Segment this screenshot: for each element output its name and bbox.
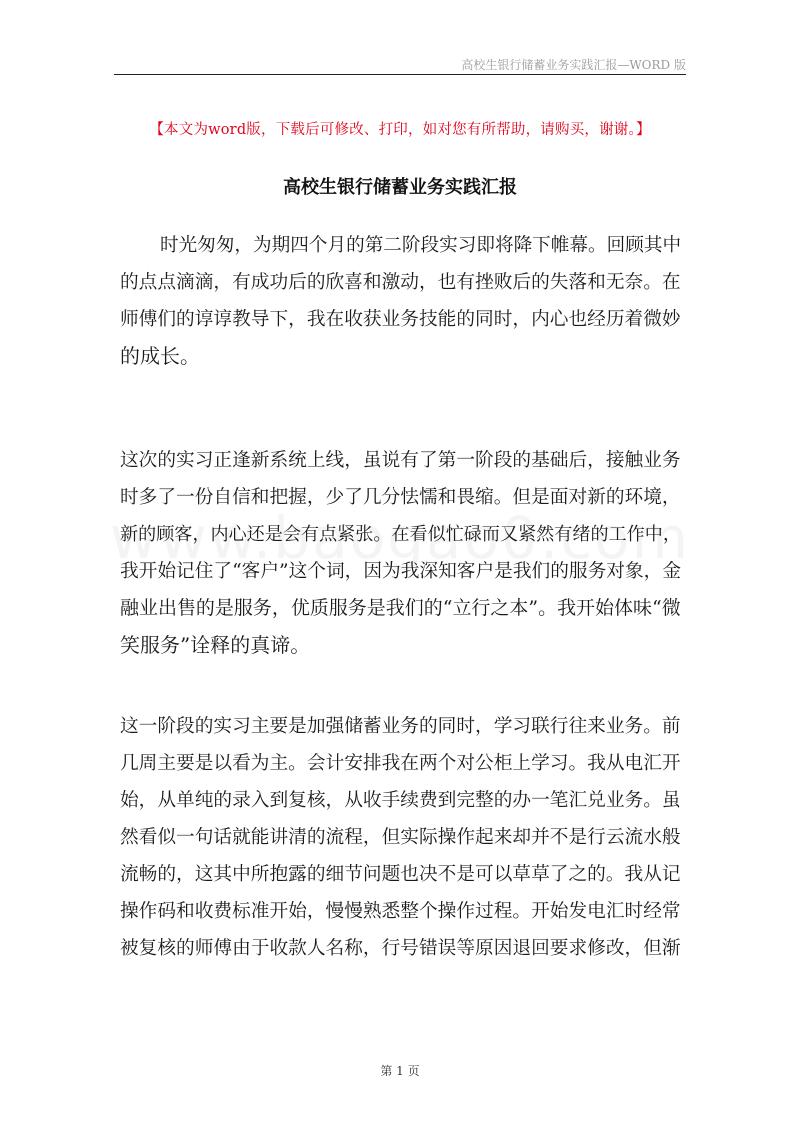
paragraph-line: 笑服务”诠释的真谛。	[120, 633, 311, 657]
page-number: 第 1 页	[380, 1064, 420, 1078]
paragraph-line: 这次的实习正逢新系统上线，虽说有了第一阶段的基础后，接触业务	[120, 450, 681, 471]
running-header: 高校生银行储蓄业务实践汇报—WORD 版	[461, 58, 686, 72]
paragraph-line: 我开始记住了“客户”这个词，因为我深知客户是我们的服务对象，金	[120, 561, 682, 582]
paragraph-line: 几周主要是以看为主。会计安排我在两个对公柜上学习。我从电汇开	[120, 753, 681, 774]
paragraph-line: 这一阶段的实习主要是加强储蓄业务的同时，学习联行往来业务。前	[120, 716, 681, 737]
purchase-notice: 【本文为word版，下载后可修改、打印，如对您有所帮助，请购买，谢谢。】	[149, 122, 651, 138]
paragraph-line: 时光匆匆，为期四个月的第二阶段实习即将降下帷幕。回顾其中	[160, 235, 682, 256]
paragraph-line: 操作码和收费标准开始，慢慢熟悉整个操作过程。开始发电汇时经常	[120, 901, 681, 922]
paragraph-line: 师傅们的谆谆教导下，我在收获业务技能的同时，内心也经历着微妙	[120, 309, 681, 330]
paragraph-line: 被复核的师傅由于收款人名称，行号错误等原因退回要求修改，但渐	[120, 938, 681, 959]
paragraph-3	[120, 708, 684, 967]
paragraph-2	[120, 442, 684, 664]
paragraph-line: 新的顾客，内心还是会有点紧张。在看似忙碌而又紧然有绪的工作中，	[120, 524, 681, 545]
paragraph-line: 时多了一份自信和把握，少了几分怯懦和畏缩。但是面对新的环境，	[120, 487, 681, 508]
paragraph-line: 的成长。	[120, 344, 200, 368]
paragraph-line: 融业出售的是服务，优质服务是我们的“立行之本”。我开始体味“微	[120, 597, 681, 619]
paragraph-line: 然看似一句话就能讲清的流程，但实际操作起来却并不是行云流水般	[120, 827, 681, 848]
header-divider	[114, 74, 686, 75]
document-title: 高校生银行储蓄业务实践汇报	[283, 177, 517, 198]
paragraph-line: 的点点滴滴，有成功后的欣喜和激动，也有挫败后的失落和无奈。在	[120, 272, 681, 293]
paragraph-line: 始，从单纯的录入到复核，从收手续费到完整的办一笔汇兑业务。虽	[120, 790, 681, 811]
paragraph-1	[120, 227, 684, 375]
paragraph-line: 流畅的，这其中所抱露的细节问题也决不是可以草草了之的。我从记	[120, 864, 681, 885]
